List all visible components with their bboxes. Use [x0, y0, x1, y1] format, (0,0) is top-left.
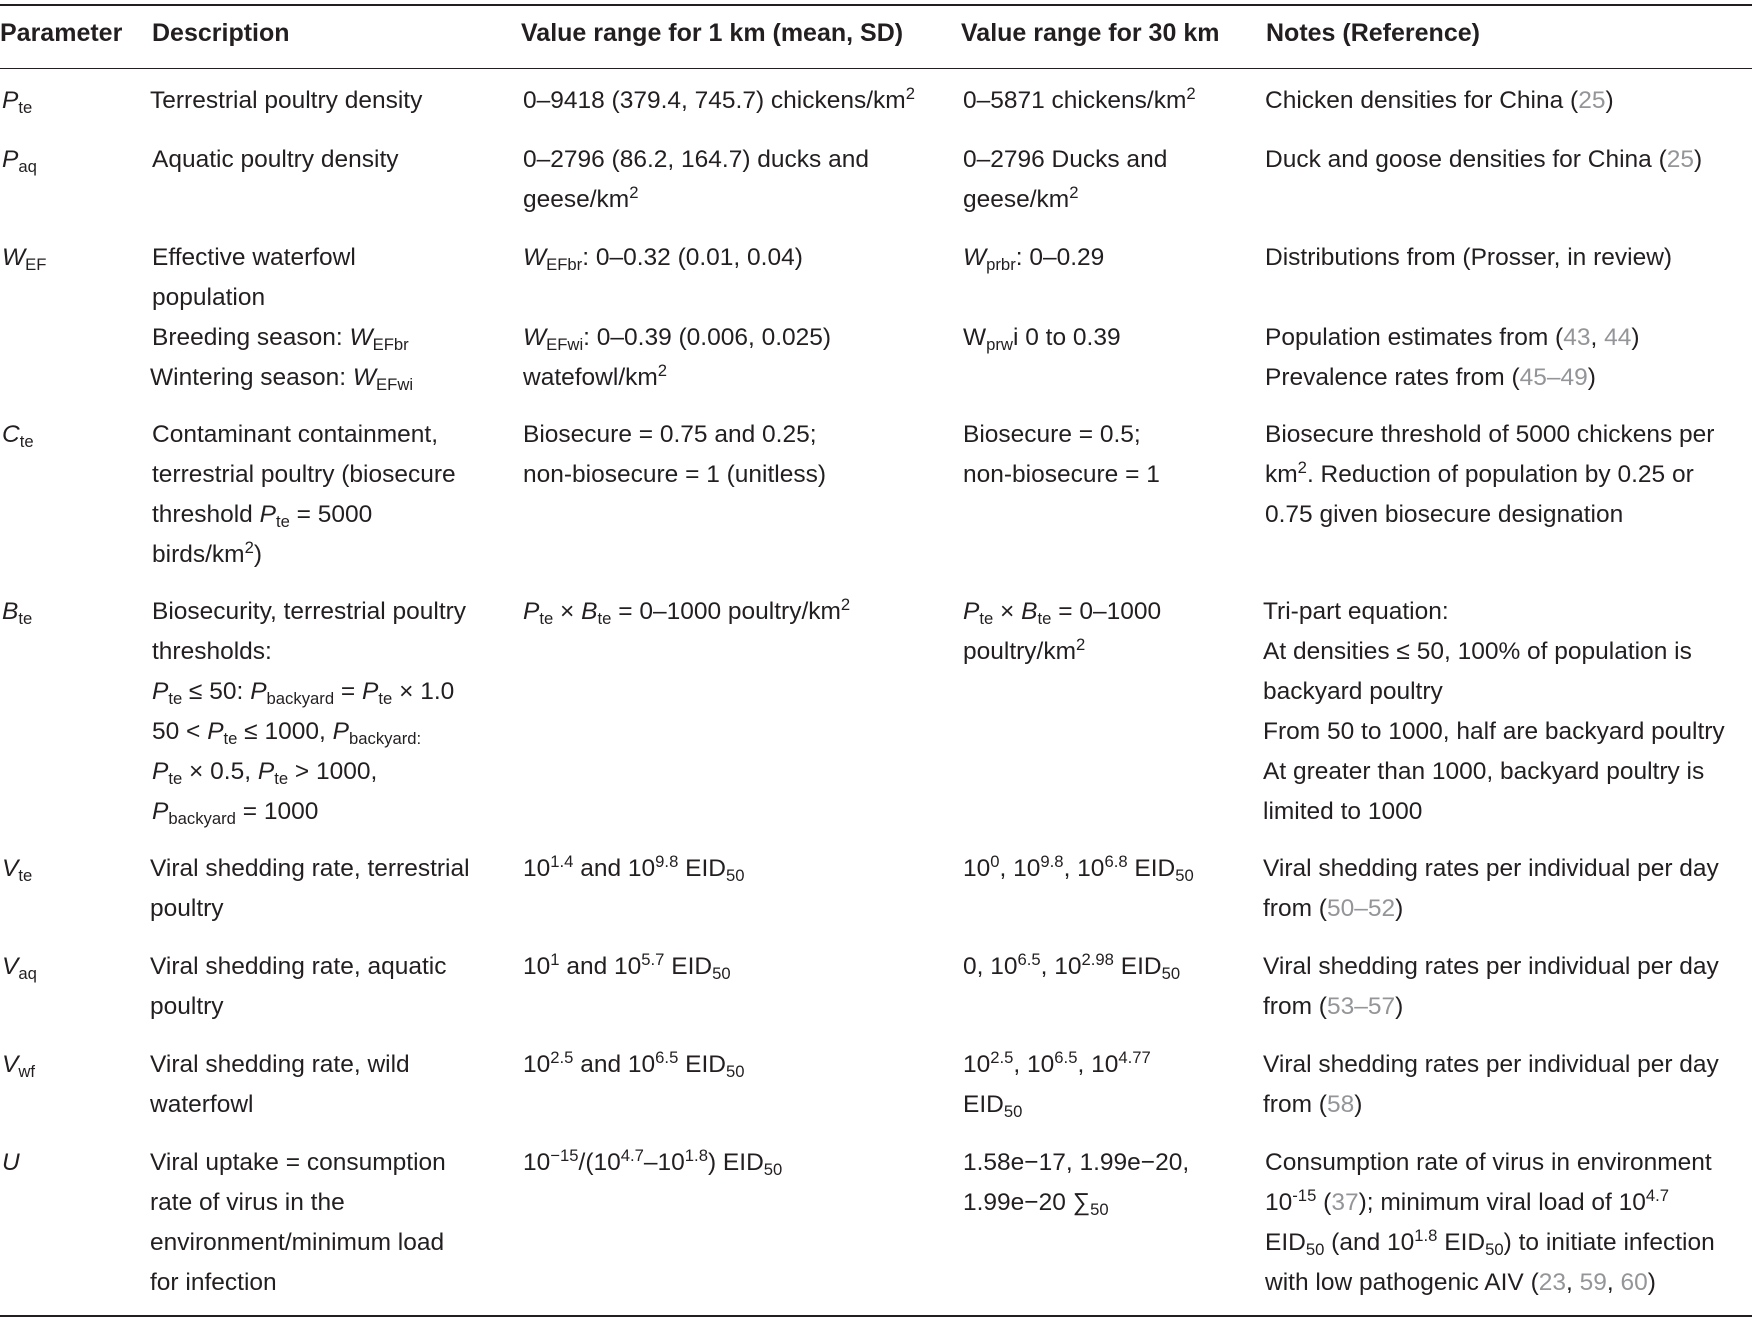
range-30km-cell: 0, $10^{6.5}$, $10^{2.98}$ $EID_{50}$	[963, 949, 1181, 983]
header-range-30km: Value range for 30 km	[961, 19, 1220, 47]
range-1km-cell: $10^1$ and $10^{5.7}$ $EID_{50}$	[523, 949, 731, 983]
header-range-1km: Value range for 1 km (mean, SD)	[521, 19, 904, 47]
reference-link[interactable]: 58	[1326, 1091, 1355, 1118]
notes-cell: Viral shedding rates per individual per day from (53–57)	[1263, 953, 1719, 1020]
reference-link[interactable]: 60	[1620, 1269, 1648, 1296]
table-top-rule	[0, 4, 1752, 6]
notes-cell: Tri-part equation: At densities ≤ 50, 100% of population is backyard poultry From 50 to 1000, half are backyard poultry At greater than 1000, backyard poultry is limited to 1000	[1263, 598, 1725, 825]
range-30km-cell: $W_{prbr}$: 0–0.29 $W_{prw}i$ 0 to 0.39	[963, 244, 1121, 354]
param-cell: U	[2, 1149, 20, 1176]
header-rule	[0, 68, 1752, 69]
reference-link[interactable]: 45	[1519, 364, 1547, 391]
range-30km-cell: Biosecure = 0.5; non-biosecure = 1	[963, 421, 1160, 488]
param-cell: $P_{te}$	[2, 87, 33, 117]
reference-link[interactable]: 49	[1560, 364, 1588, 391]
description-cell: Aquatic poultry density	[152, 146, 399, 173]
range-30km-cell: 0–5871 chickens/$km^2$	[963, 83, 1196, 114]
reference-link[interactable]: 57	[1367, 993, 1396, 1020]
param-cell: $P_{aq}$	[2, 146, 37, 176]
description-cell: Viral uptake = consumption rate of virus in the environment/minimum load for infection	[150, 1149, 446, 1296]
range-30km-cell: 1.58e−17, 1.99e−20, 1.99e−20 $\sum_{50}$	[963, 1149, 1190, 1219]
param-cell: $V_{te}$	[2, 855, 33, 885]
reference-link[interactable]: 23	[1538, 1269, 1567, 1296]
range-30km-cell: $10^0$, $10^{9.8}$, $10^{6.8}$ $EID_{50}$	[963, 851, 1194, 885]
reference-link[interactable]: 44	[1604, 324, 1632, 351]
description-cell: Viral shedding rate, terrestrial poultry	[150, 855, 470, 922]
notes-cell: Duck and goose densities for China (25)	[1265, 146, 1703, 173]
notes-cell: Chicken densities for China (25)	[1265, 87, 1614, 114]
range-1km-cell: $10^{-15}/(10^{4.7}-10^{1.8})$ $EID_{50}$	[523, 1145, 783, 1179]
reference-link[interactable]: 43	[1563, 324, 1591, 351]
notes-cell: Viral shedding rates per individual per day from (58)	[1263, 1051, 1719, 1118]
range-1km-cell: 0–2796 (86.2, 164.7) ducks and geese/$km^2$	[523, 146, 869, 213]
description-cell: Effective waterfowl population Breeding season: $W_{EFbr}$ Wintering season: $W_{EFwi}$	[150, 244, 414, 394]
param-cell: $C_{te}$	[2, 421, 34, 451]
param-cell: $V_{aq}$	[2, 953, 37, 983]
description-cell: Viral shedding rate, wild waterfowl	[150, 1051, 410, 1118]
header-description: Description	[152, 19, 290, 47]
table-bottom-rule	[0, 1315, 1752, 1317]
range-1km-cell: 0–9418 (379.4, 745.7) chickens/$km^2$	[523, 83, 915, 114]
range-1km-cell: $W_{EFbr}$: 0–0.32 (0.01, 0.04) $W_{EFwi}$: 0–0.39 (0.006, 0.025) watefowl/$km^2$	[523, 244, 832, 391]
range-30km-cell: 0–2796 Ducks and geese/$km^2$	[963, 146, 1168, 213]
param-cell: $B_{te}$	[2, 598, 33, 628]
header-notes: Notes (Reference)	[1266, 19, 1480, 47]
notes-cell: Distributions from (Prosser, in review) Population estimates from (43, 44) Prevalence rates from (45–49)	[1265, 244, 1673, 391]
reference-link[interactable]: 25	[1578, 87, 1606, 114]
header-parameter: Parameter	[0, 19, 123, 47]
range-1km-cell: Biosecure = 0.75 and 0.25; non-biosecure = 1 (unitless)	[523, 421, 827, 488]
reference-link[interactable]: 37	[1331, 1189, 1359, 1216]
description-cell: Biosecurity, terrestrial poultry thresholds: $P_{te} \le 50$: $P_{backyard} = P_{te} \times 1.0$ $50 < P_{te} \le 1000$, $P_{backyard:}$ $P_{te} \times 0.5$, $P_{te} > 1000$, $P_{backyard} = 1000$	[152, 598, 467, 828]
param-cell: $V_{wf}$	[2, 1051, 35, 1081]
param-cell: $W_{EF}$	[2, 244, 47, 274]
notes-cell: Viral shedding rates per individual per day from (50–52)	[1263, 855, 1719, 922]
description-cell: Viral shedding rate, aquatic poultry	[150, 953, 447, 1020]
description-cell: Contaminant containment, terrestrial poultry (biosecure threshold $P_{te} = 5000$ birds/$km^2$)	[152, 421, 456, 568]
reference-link[interactable]: 25	[1666, 146, 1695, 173]
range-1km-cell: $10^{2.5}$ and $10^{6.5}$ $EID_{50}$	[523, 1047, 745, 1081]
description-cell: Terrestrial poultry density	[150, 87, 423, 114]
notes-cell: Consumption rate of virus in environment $10^{-15}$ (37); minimum viral load of $10^{4.7}$ $EID_{50}$ (and $10^{1.8}$ $EID_{50}$) to initiate infection with low pathogenic AIV (23, 59, 60)	[1265, 1149, 1715, 1296]
range-1km-cell: $P_{te} \times B_{te} = 0-1000$ poultry/$km^2$	[523, 594, 851, 628]
range-1km-cell: $10^{1.4}$ and $10^{9.8}$ $EID_{50}$	[523, 851, 745, 885]
reference-link[interactable]: 50	[1326, 895, 1355, 922]
notes-cell: Biosecure threshold of 5000 chickens per $km^2$. Reduction of population by 0.25 or 0.75 given biosecure designation	[1265, 421, 1715, 528]
range-30km-cell: $10^{2.5}$, $10^{6.5}$, $10^{4.77}$ $EID_{50}$	[963, 1047, 1151, 1121]
reference-link[interactable]: 53	[1326, 993, 1355, 1020]
reference-link[interactable]: 59	[1579, 1269, 1607, 1296]
reference-link[interactable]: 52	[1367, 895, 1396, 922]
range-30km-cell: $P_{te} \times B_{te} = 0-1000$ poultry/$km^2$	[963, 598, 1162, 665]
